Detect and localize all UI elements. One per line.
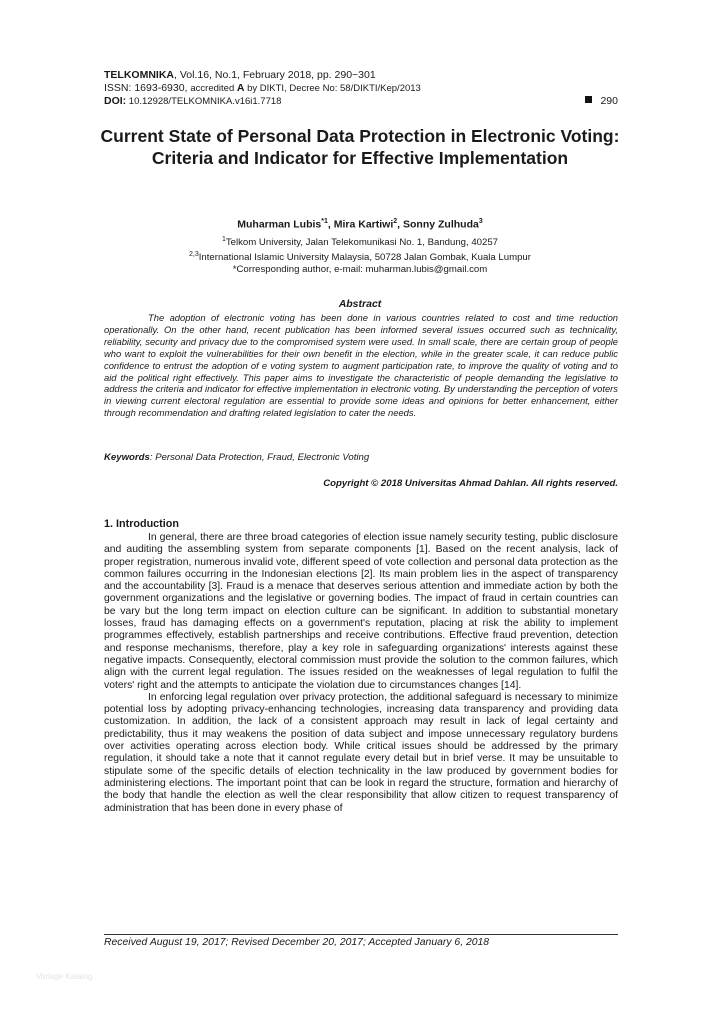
doi-label: DOI:: [104, 95, 127, 107]
affiliation-line: [100, 249, 620, 264]
affiliation-text: Telkom University, Jalan Telekomunikasi No. 1, Bandung, 40257: [225, 237, 499, 249]
affiliation-text: International Islamic University Malaysia, 50728 Jalan Gombak, Kuala Lumpur: [198, 252, 531, 264]
decree-text: by DIKTI, Decree No: 58/DIKTI/Kep/2013: [244, 83, 421, 94]
paper-title: Current State of Personal Data Protection in Electronic Voting: Criteria and Indicator for Effective Implementation: [100, 126, 620, 168]
author-name: Muharman Lubis: [237, 218, 322, 231]
keywords-label: Keywords: [104, 452, 150, 463]
page-number-value: 290: [600, 95, 618, 107]
introduction-body: [104, 532, 618, 815]
abstract-text: The adoption of electronic voting has been done in various countries related to cost and time reduction operationally. On the other hand, recent publication has been informed several issues occurred such as technicality, reliability, security and privacy due to the compromised system were used. In small scale, there are certain group of people who want to exploit the vulnerabilities for their own benefit in the election, while in the greater scale, it can reduce public confidence to entrust the adoption of e voting system to augment participation rate, to improve the quality of voting and to aid the political right effectively. This paper aims to investigate the characteristic of people demanding the legislative to address the criteria and indicator for effective implementation in electronic voting. By understanding the perception of voters in viewing current electoral regulation are essential to provide some ideas and opinions for better enhancement, either through recommendation and drafting related legislation to cater the needs.: [104, 312, 618, 419]
corresponding-author: *Corresponding author, e-mail: muharman.lubis@gmail.com: [232, 264, 488, 276]
accreditation-grade: A: [236, 82, 245, 94]
journal-header: [104, 69, 618, 108]
section-heading: 1. Introduction: [104, 518, 179, 530]
issn-text: ISSN: 1693-6930,: [104, 82, 191, 94]
paragraph: In general, there are three broad categories of election issue namely security testing, public disclosure and auditing the assembling system from separate components [1]. Based on the recent analysis, lack of proper registration, numerous invalid vote, different speed of vote collection and personal data protection as the common failures occurring in the Indonesian elections [2]. Its main problem lies in the aspect of transparency and the accountability [3]. Fraud is a menace that deserves serious attention and immediate action by both the government organizations and the legislative or governing bodies. The impact of fraud in certain countries can be vary but the long term impact on election culture can be significant. In addition to substantial monetary losses, fraud has damaging effects on a government's reputation, placing at risk the ability to implement programmes effectively, establish partnerships and receive contributions. Effective fraud prevention, detection and response mechanisms, therefore, play a key role in safeguarding organizations' interests against these negative impacts. Consequently, electoral commission must provide the solution to the common failures, which align with the current legal regulation. The issues resided on the weaknesses of legal regulation to fulfil the voters' right and the attempts to anticipate the violation due to circumstances changes [14].: [104, 532, 618, 691]
abstract-heading: Abstract: [338, 298, 382, 310]
received-dates: Received August 19, 2017; Revised December 20, 2017; Accepted January 6, 2018: [104, 937, 490, 948]
author-name: , Mira Kartiwi: [327, 218, 394, 231]
page-number: [585, 95, 618, 108]
copyright-notice: Copyright © 2018 Universitas Ahmad Dahlan. All rights reserved.: [323, 478, 618, 489]
doi-line: [104, 95, 618, 108]
author-name: , Sonny Zulhuda: [397, 218, 479, 231]
volume-info: , Vol.16, No.1, February 2018, pp. 290~301: [174, 69, 376, 81]
footer-divider: [104, 934, 618, 935]
keywords: [104, 452, 618, 463]
author-list: [100, 218, 620, 231]
author-superscript: 2: [393, 218, 398, 225]
affiliation-line: [100, 234, 620, 249]
journal-name: TELKOMNIKA: [104, 69, 174, 81]
paragraph: In enforcing legal regulation over privacy protection, the additional safeguard is necessary to minimize potential loss by adopting privacy-enhancing technologies, increasing data transparency and providing data customization. In addition, the lack of a consistent approach may result in lack of legal certainty and predictability, thus it may weakens the position of data subject and impose unnecessary regulatory burdens over activities operating across election body. While critical issues should be addressed by the primary regulation, it should take a note that it cannot regulate every detail but in brief verse. It may be unsuitable to stipulate some of the specific details of election technicality in the law produced by government bodies for administering elections. The important point that can be look in regard the structure, formation and hierarchy of the body that handle the election as well the clear responsibility that allow citizen to request transparency of administration that has been done in every phase of: [104, 691, 618, 814]
issn-line: [104, 82, 618, 95]
affiliations: [100, 234, 620, 276]
author-superscript: 3: [478, 218, 483, 225]
square-bullet-icon: [585, 96, 592, 103]
affiliation-superscript: 2,3: [189, 251, 199, 259]
affiliation-superscript: 1: [221, 236, 226, 243]
author-superscript: *1: [321, 218, 328, 225]
accredited-text: accredited: [190, 83, 237, 94]
watermark: Vorlage Katalog: [36, 972, 93, 981]
keywords-text: : Personal Data Protection, Fraud, Electronic Voting: [149, 452, 370, 463]
doi-link[interactable]: 10.12928/TELKOMNIKA.v16i1.7718: [126, 96, 282, 107]
journal-line: [104, 69, 618, 82]
